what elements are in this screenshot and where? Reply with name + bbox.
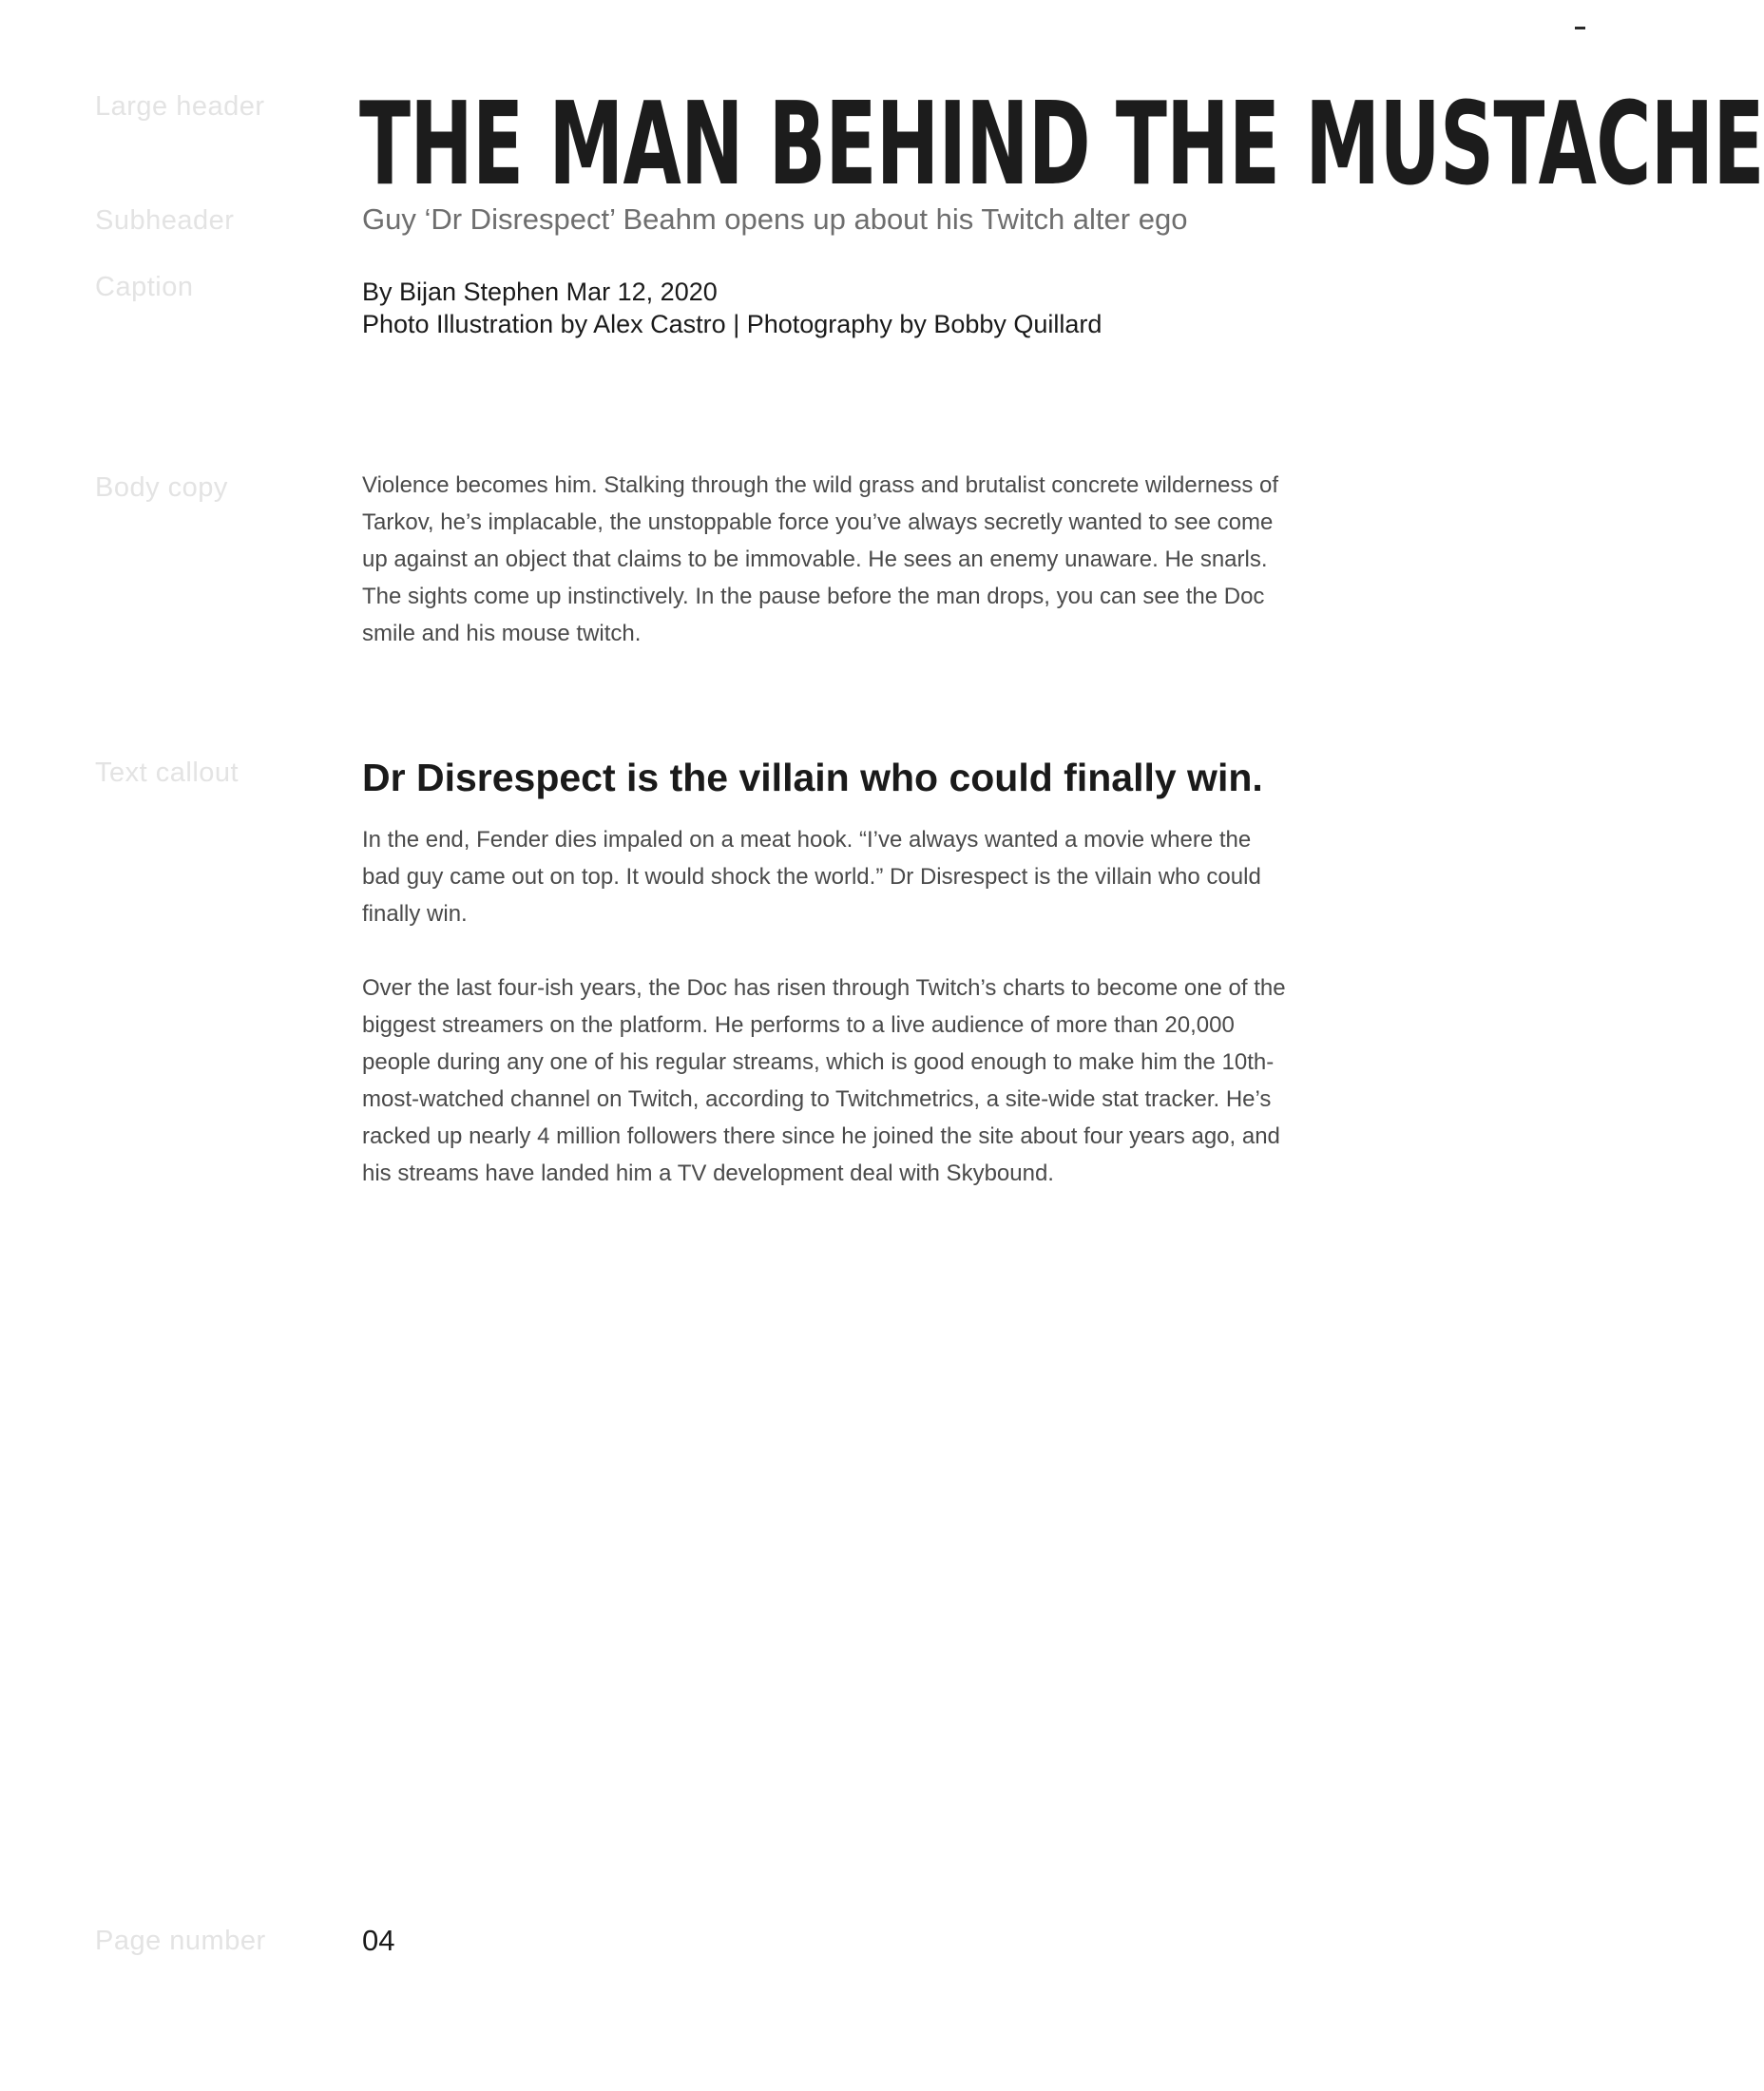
subheader: Guy ‘Dr Disrespect’ Beahm opens up about his Twitch alter ego [362, 202, 1188, 236]
body-paragraph-2: In the end, Fender dies impaled on a meat hook. “I’ve always wanted a movie where the bad guy came out on top. It would shock the world.” Dr Disrespect is the villain who could finally win. [362, 827, 1261, 927]
label-large-header: Large header [95, 91, 265, 122]
corner-mark [1575, 27, 1585, 29]
caption [362, 276, 1102, 340]
label-text-callout: Text callout [95, 758, 240, 788]
headline: THE MAN BEHIND THE MUSTACHE [359, 79, 1764, 211]
label-subheader: Subheader [95, 205, 235, 236]
byline: By Bijan Stephen Mar 12, 2020 [362, 278, 718, 306]
body-paragraph-3: Over the last four-ish years, the Doc has risen through Twitch’s charts to become one of the biggest streamers on the platform. He performs to a live audience of more than 20,000 people during any one of his regular streams, which is good enough to make him the 10th-most-watched channel on Twitch, according to Twitchmetrics, a site-wide stat tracker. He’s racked up nearly 4 million followers there since he joined the site about four years ago, and his streams have landed him a TV development deal with Skybound. [362, 975, 1286, 1186]
page-number: 04 [362, 1924, 395, 1957]
label-body-copy: Body copy [95, 472, 228, 503]
label-caption: Caption [95, 272, 194, 302]
body-paragraph-1: Violence becomes him. Stalking through the wild grass and brutalist concrete wilderness of Tarkov, he’s implacable, the unstoppable force you’ve always secretly wanted to see come up against an object that claims to be immovable. He sees an enemy unaware. He snarls. The sights come up instinctively. In the pause before the man drops, you can see the Doc smile and his mouse twitch. [362, 472, 1279, 646]
photo-credits: Photo Illustration by Alex Castro | Photography by Bobby Quillard [362, 310, 1102, 338]
label-page-number: Page number [95, 1926, 266, 1956]
text-callout: Dr Disrespect is the villain who could finally win. [362, 756, 1263, 799]
